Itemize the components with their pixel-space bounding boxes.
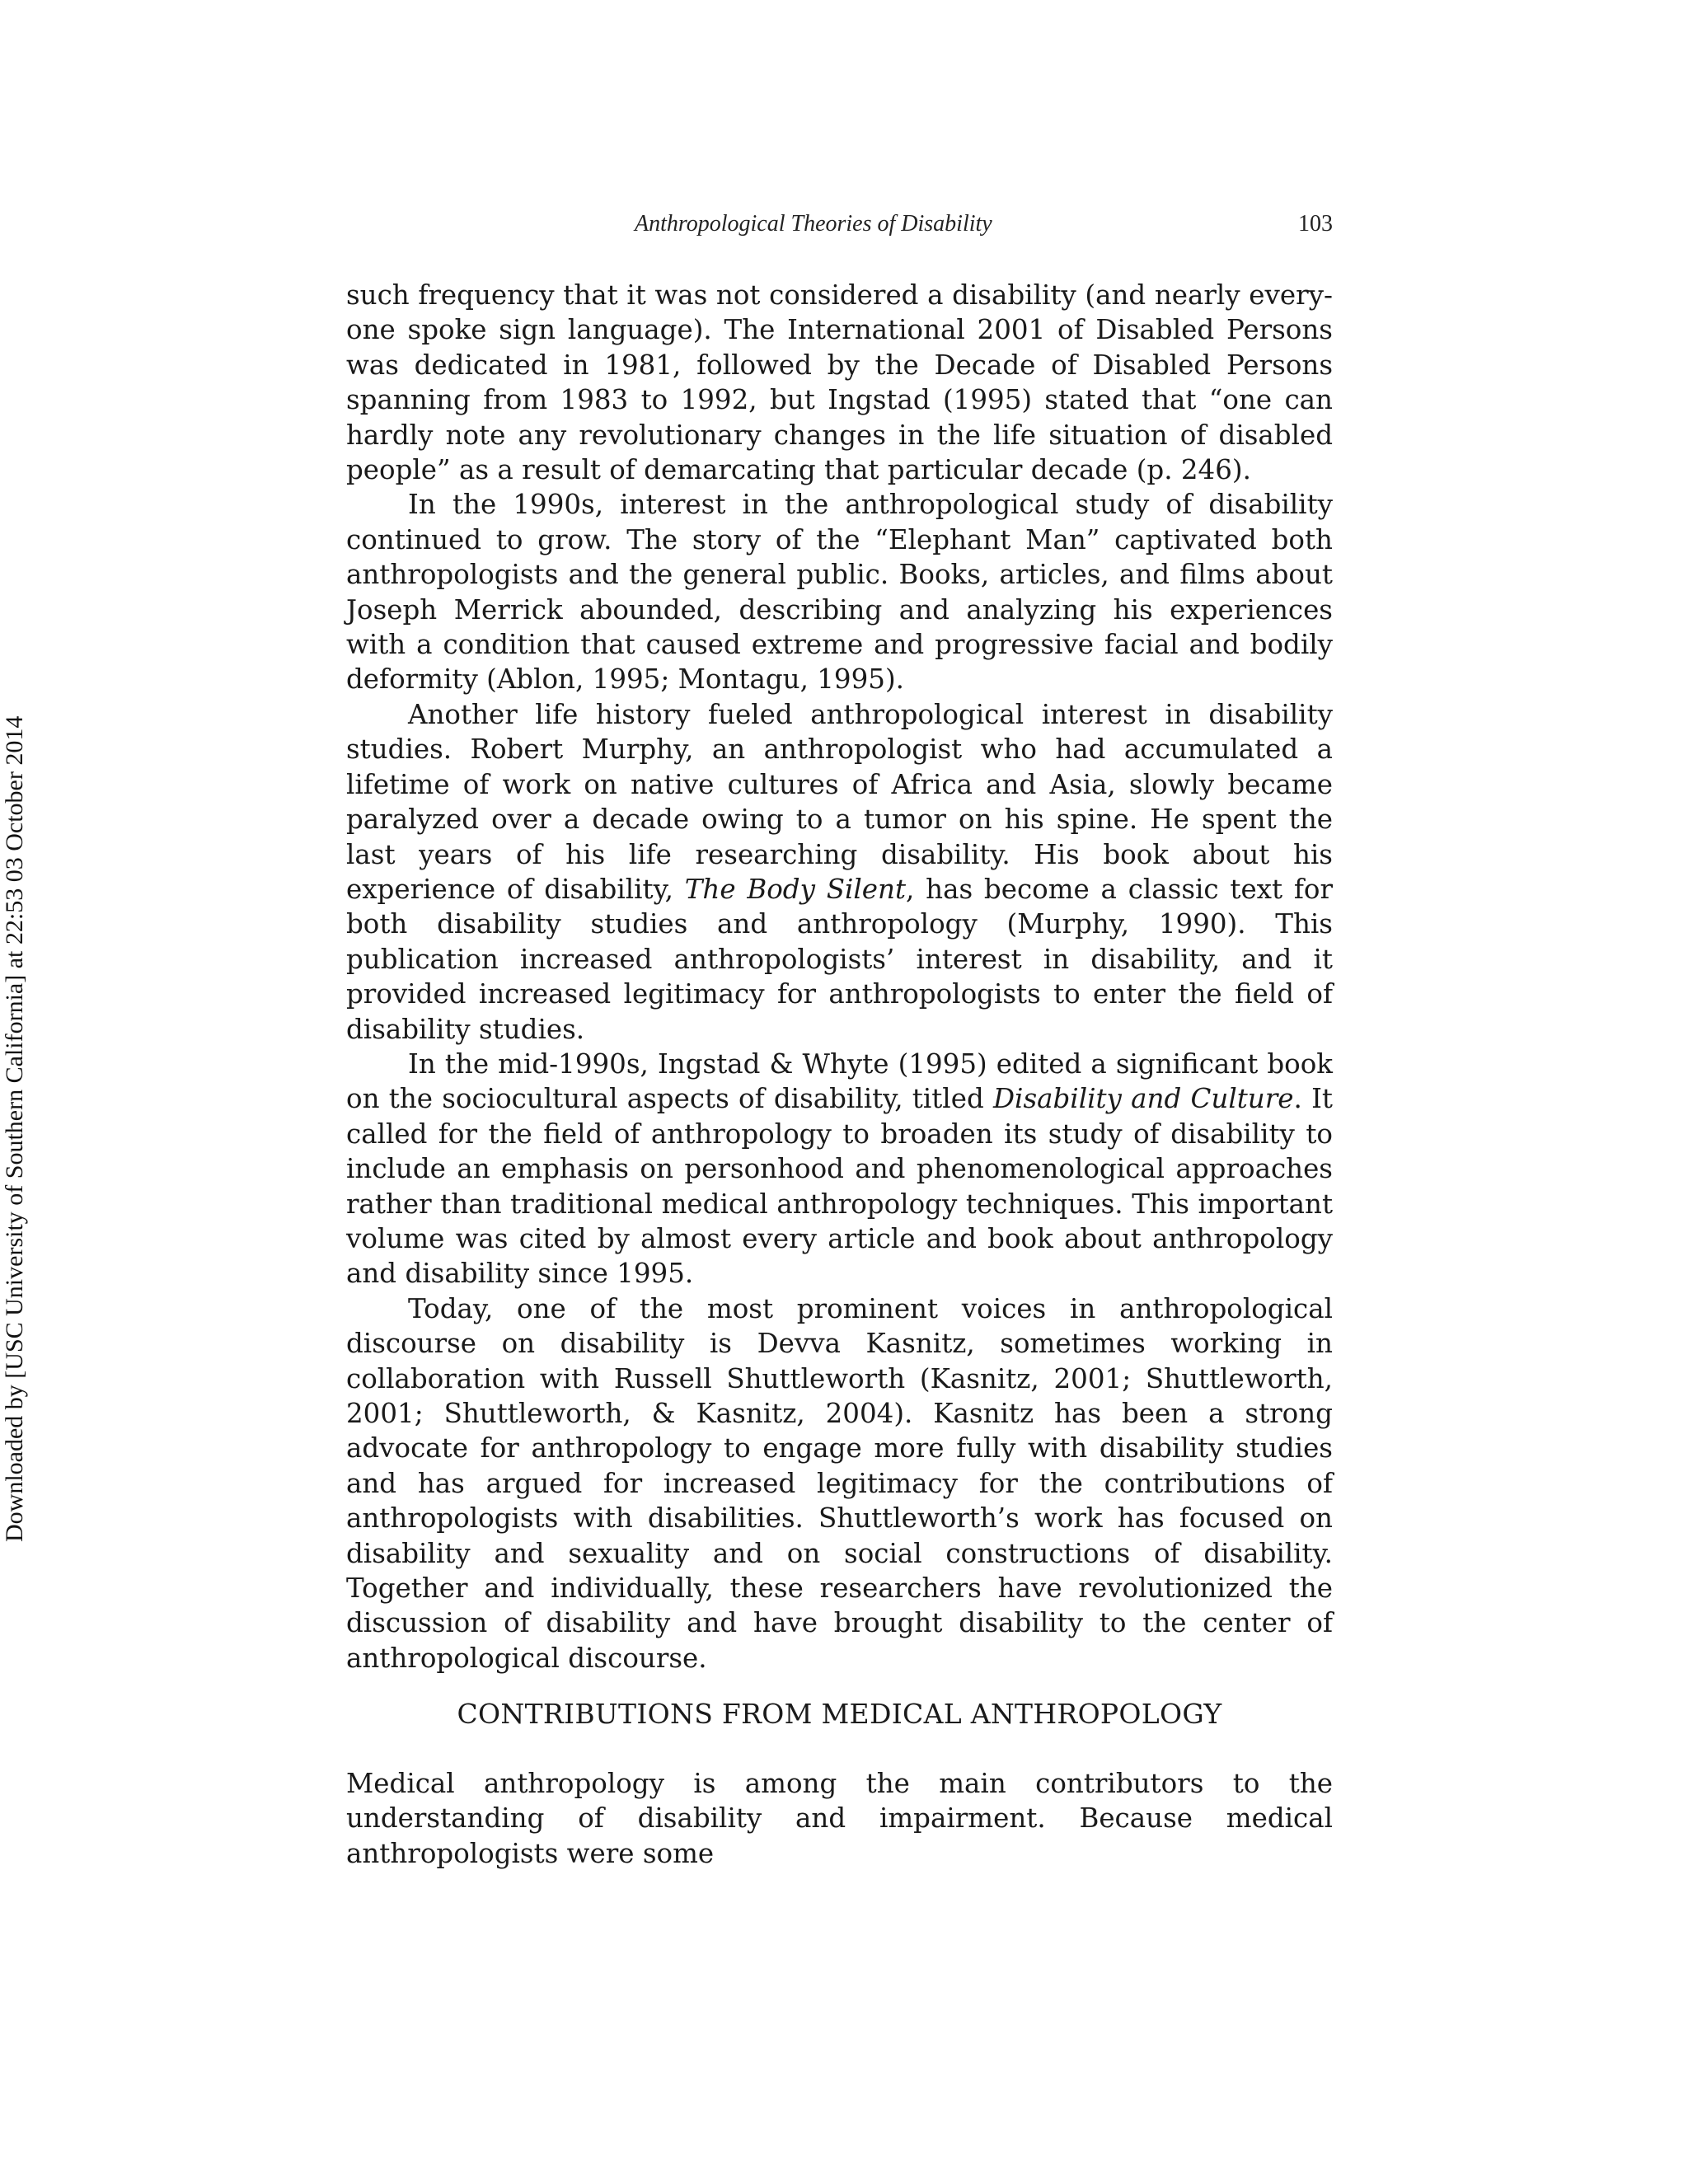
running-head-title: Anthropological Theories of Disability	[635, 211, 992, 237]
book-title: The Body Silent	[684, 873, 907, 905]
download-watermark: Downloaded by [USC University of Southern California] at 22:53 03 October 2014	[1, 715, 28, 1542]
paragraph-text: In the mid-1990s, Ingstad & Whyte (1995) edited a significant book on the sociocultural aspects of disability, titled	[346, 1047, 1333, 1115]
paragraph-text: , has become a classic text for both disability studies and anthropology (Murphy, 1990). This publication increased anthropologists’ interest in disability, and it provided increased legitimacy for anthropologists to enter the field of disability studies.	[346, 873, 1333, 1045]
paragraph-text: Another life history fueled anthropological interest in disability studies. Robert Murphy, an anthropologist who had accumulated a lifetime of work on native cultures of Africa and Asia, slowly became paralyzed over a decade owing to a tumor on his spine. He spent the last years of his life researching disability. His book about his experience of disability,	[346, 698, 1333, 905]
paragraph-text: . It called for the field of anthropology to broaden its study of disability to include an emphasis on personhood and phenomenological approaches rather than traditional medical anthropology techniques. This important volume was cited by almost every article and book about anthropology and disability since 1995.	[346, 1083, 1333, 1290]
section-text-column	[346, 1766, 1333, 1871]
paragraph-robert-murphy	[346, 697, 1333, 1047]
paragraph-continued: such frequency that it was not considered a disability (and nearly everyone spoke sign language). The International 2001 of Disabled Persons was dedicated in 1981, followed by the Decade of Disabled Persons spanning from 1983 to 1992, but Ingstad (1995) stated that “one can hardly note any revolutionary changes in the life situation of disabled people” as a result of demarcating that particular decade (p. 246).	[346, 279, 1333, 486]
paragraph-ingstad-whyte	[346, 1047, 1333, 1291]
section-heading: CONTRIBUTIONS FROM MEDICAL ANTHROPOLOGY	[457, 1698, 1222, 1730]
main-text-column	[346, 278, 1333, 1675]
page-number: 103	[1298, 211, 1333, 237]
paragraph-kasnitz: Today, one of the most prominent voices in anthropological discourse on disability is Devva Kasnitz, sometimes working in collaboration with Russell Shuttleworth (Kasnitz, 2001; Shuttleworth, 2001; Shuttleworth, & Kasnitz, 2004). Kasnitz has been a strong advocate for anthropology to engage more fully with disability studies and has argued for increased legitimacy for the contributions of anthropologists with disabilities. Shuttleworth’s work has focused on disability and sexuality and on social constructions of disability. Together and individually, these researchers have revolutionized the discussion of disability and have brought disability to the center of anthropological discourse.	[346, 1292, 1333, 1674]
book-title: Disability and Culture	[993, 1083, 1294, 1115]
paragraph-elephant-man: In the 1990s, interest in the anthropological study of disability continued to grow. The story of the “Elephant Man” captivated both anthropologists and the general public. Books, articles, and films about Joseph Merrick abounded, describing and analyzing his experiences with a condition that caused extreme and progressive facial and bodily deformity (Ablon, 1995; Montagu, 1995).	[346, 489, 1333, 696]
paragraph-medical-anthropology: Medical anthropology is among the main contributors to the understanding of disability and impairment. Because medical anthropologists were some	[346, 1768, 1333, 1869]
